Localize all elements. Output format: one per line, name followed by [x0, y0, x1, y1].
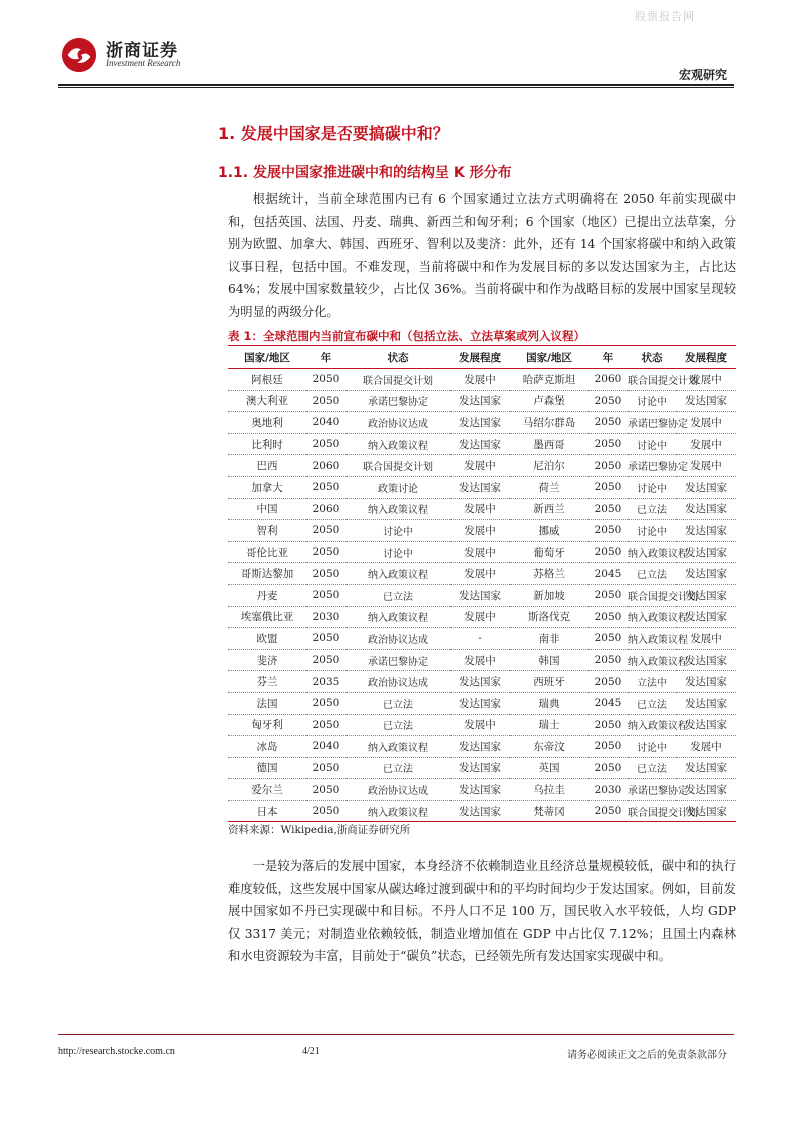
table-container — [228, 345, 736, 822]
company-logo — [60, 34, 190, 76]
table-cell: 纳入政策议程 — [628, 714, 676, 736]
table-cell: 政策讨论 — [346, 476, 450, 498]
table-cell: 瑞典 — [510, 692, 588, 714]
table-cell: 发达国家 — [450, 736, 510, 758]
table-header-cell: 年 — [306, 346, 346, 369]
table-row — [228, 390, 736, 412]
table-source: 资料来源：Wikipedia,浙商证券研究所 — [228, 824, 411, 836]
table-cell: 发展中 — [450, 563, 510, 585]
table-cell: 讨论中 — [346, 541, 450, 563]
table-cell: 发达国家 — [450, 800, 510, 822]
table-cell: 发达国家 — [676, 563, 736, 585]
table-header-cell: 国家/地区 — [228, 346, 306, 369]
logo-en-text: Investment Research — [106, 58, 181, 68]
table-row — [228, 563, 736, 585]
table-cell: 纳入政策议程 — [346, 498, 450, 520]
table-cell: 2050 — [588, 412, 628, 434]
table-cell: 2050 — [588, 476, 628, 498]
table-cell: 发达国家 — [450, 412, 510, 434]
table-cell: 发达国家 — [676, 498, 736, 520]
table-cell: 纳入政策议程 — [346, 736, 450, 758]
table-cell: 联合国提交计划 — [628, 369, 676, 391]
table-cell: 新西兰 — [510, 498, 588, 520]
table-cell: 承诺巴黎协定 — [628, 779, 676, 801]
table-cell: 2060 — [306, 455, 346, 477]
footer-divider — [58, 1034, 734, 1035]
table-cell: 冰岛 — [228, 736, 306, 758]
table-cell: 乌拉圭 — [510, 779, 588, 801]
table-cell: 马绍尔群岛 — [510, 412, 588, 434]
table-cell: 澳大利亚 — [228, 390, 306, 412]
table-cell: 韩国 — [510, 649, 588, 671]
table-row — [228, 736, 736, 758]
table-cell: 政治协议达成 — [346, 412, 450, 434]
table-cell: 葡萄牙 — [510, 541, 588, 563]
table-cell: 2050 — [588, 714, 628, 736]
table-cell: 2050 — [588, 433, 628, 455]
table-cell: 巴西 — [228, 455, 306, 477]
header-divider — [58, 84, 734, 86]
table-cell: 发展中 — [450, 541, 510, 563]
table-cell: 阿根廷 — [228, 369, 306, 391]
table-cell: 已立法 — [346, 757, 450, 779]
table-row — [228, 671, 736, 693]
table-cell: 2050 — [588, 390, 628, 412]
table-cell: 纳入政策议程 — [346, 563, 450, 585]
table-cell: 2030 — [588, 779, 628, 801]
table-cell: 已立法 — [346, 584, 450, 606]
table-cell: 2050 — [306, 757, 346, 779]
table-cell: 2050 — [306, 520, 346, 542]
table-row — [228, 584, 736, 606]
table-cell: 发展中 — [450, 520, 510, 542]
table-cell: 哈萨克斯坦 — [510, 369, 588, 391]
heading-2: 1.1. 发展中国家推进碳中和的结构呈 K 形分布 — [218, 165, 512, 181]
table-header-cell: 状态 — [346, 346, 450, 369]
table-cell: 2050 — [306, 476, 346, 498]
table-cell: 丹麦 — [228, 584, 306, 606]
table-cell: 纳入政策议程 — [628, 649, 676, 671]
table-cell: 哥伦比亚 — [228, 541, 306, 563]
table-cell: 发达国家 — [676, 584, 736, 606]
table-row — [228, 520, 736, 542]
section-label: 宏观研究 — [678, 68, 727, 82]
table-cell: 英国 — [510, 757, 588, 779]
table-cell: 发达国家 — [676, 671, 736, 693]
table-cell: 发展中 — [450, 606, 510, 628]
table-cell: 发展中 — [676, 628, 736, 650]
table-cell: 卢森堡 — [510, 390, 588, 412]
table-cell: 发达国家 — [676, 714, 736, 736]
table-cell: 发达国家 — [450, 390, 510, 412]
table-cell: 纳入政策议程 — [628, 606, 676, 628]
table-row — [228, 757, 736, 779]
table-cell: 发达国家 — [450, 692, 510, 714]
table-cell: 讨论中 — [628, 476, 676, 498]
table-row — [228, 628, 736, 650]
table-header-cell: 国家/地区 — [510, 346, 588, 369]
table-cell: 2050 — [588, 606, 628, 628]
table-cell: 梵蒂冈 — [510, 800, 588, 822]
table-cell: 发展中 — [450, 455, 510, 477]
table-cell: 比利时 — [228, 433, 306, 455]
table-cell: 2040 — [306, 412, 346, 434]
table-cell: 发展中 — [450, 649, 510, 671]
table-cell: 2045 — [588, 692, 628, 714]
table-cell: 2050 — [588, 498, 628, 520]
table-cell: 斯洛伐克 — [510, 606, 588, 628]
table-cell: 2030 — [306, 606, 346, 628]
table-cell: 2050 — [588, 628, 628, 650]
table-cell: 已立法 — [628, 757, 676, 779]
table-header-cell: 发展程度 — [676, 346, 736, 369]
table-cell: 立法中 — [628, 671, 676, 693]
footer-url[interactable]: http://research.stocke.com.cn — [58, 1046, 175, 1057]
table-row — [228, 779, 736, 801]
table-cell: 2050 — [588, 455, 628, 477]
table-cell: 挪威 — [510, 520, 588, 542]
table-cell: 2050 — [588, 757, 628, 779]
table-cell: 加拿大 — [228, 476, 306, 498]
table-cell: 发达国家 — [676, 757, 736, 779]
table-cell: 南非 — [510, 628, 588, 650]
table-cell: 2050 — [588, 671, 628, 693]
page-number: 4/21 — [302, 1046, 320, 1057]
table-cell: 发展中 — [676, 433, 736, 455]
table-cell: 承诺巴黎协定 — [628, 455, 676, 477]
table-cell: 2050 — [306, 800, 346, 822]
table-cell: 承诺巴黎协定 — [346, 390, 450, 412]
table-cell: 法国 — [228, 692, 306, 714]
table-cell: 发达国家 — [676, 541, 736, 563]
table-cell: 发达国家 — [450, 584, 510, 606]
table-cell: 2050 — [588, 584, 628, 606]
table-cell: 2060 — [588, 369, 628, 391]
table-cell: 讨论中 — [346, 520, 450, 542]
heading-1: 1. 发展中国家是否要搞碳中和？ — [218, 124, 449, 143]
table-cell: 爱尔兰 — [228, 779, 306, 801]
table-cell: 发展中 — [676, 455, 736, 477]
table-header-cell: 发展程度 — [450, 346, 510, 369]
table-header-row — [228, 346, 736, 369]
table-cell: 发达国家 — [450, 671, 510, 693]
table-cell: 发达国家 — [450, 779, 510, 801]
table-cell: 2035 — [306, 671, 346, 693]
table-cell: 纳入政策议程 — [346, 433, 450, 455]
table-cell: 发展中 — [450, 714, 510, 736]
table-cell: 讨论中 — [628, 390, 676, 412]
table-cell: 2050 — [306, 714, 346, 736]
table-cell: 芬兰 — [228, 671, 306, 693]
table-header-cell: 年 — [588, 346, 628, 369]
table-cell: 2050 — [306, 779, 346, 801]
table-row — [228, 800, 736, 822]
table-cell: 新加坡 — [510, 584, 588, 606]
table-cell: 2050 — [306, 692, 346, 714]
table-cell: 发达国家 — [676, 800, 736, 822]
table-cell: 2050 — [306, 563, 346, 585]
table-cell: 讨论中 — [628, 736, 676, 758]
logo-icon — [60, 36, 98, 74]
table-cell: 2050 — [588, 541, 628, 563]
table-cell: 2050 — [306, 369, 346, 391]
table-cell: 瑞士 — [510, 714, 588, 736]
table-cell: 发达国家 — [676, 779, 736, 801]
table-cell: 2050 — [588, 520, 628, 542]
table-cell: 发达国家 — [676, 520, 736, 542]
table-cell: 2050 — [306, 390, 346, 412]
table-cell: 承诺巴黎协定 — [628, 412, 676, 434]
table-cell: 2050 — [306, 628, 346, 650]
table-cell: 发展中 — [676, 736, 736, 758]
table-cell: 纳入政策议程 — [346, 606, 450, 628]
table-cell: 德国 — [228, 757, 306, 779]
table-cell: 讨论中 — [628, 433, 676, 455]
table-cell: 承诺巴黎协定 — [346, 649, 450, 671]
carbon-neutral-table — [228, 345, 736, 822]
table-cell: 政治协议达成 — [346, 628, 450, 650]
table-cell: 斐济 — [228, 649, 306, 671]
table-cell: 2050 — [588, 800, 628, 822]
table-cell: 政治协议达成 — [346, 779, 450, 801]
table-cell: 已立法 — [628, 498, 676, 520]
table-cell: 纳入政策议程 — [628, 541, 676, 563]
table-cell: 2050 — [306, 584, 346, 606]
table-cell: 2050 — [588, 736, 628, 758]
table-row — [228, 455, 736, 477]
table-row — [228, 498, 736, 520]
logo-cn-text: 浙商证券 — [106, 41, 178, 61]
table-cell: 东帝汶 — [510, 736, 588, 758]
table-cell: 联合国提交计划 — [628, 800, 676, 822]
table-cell: 纳入政策议程 — [628, 628, 676, 650]
table-cell: 哥斯达黎加 — [228, 563, 306, 585]
table-cell: 发展中 — [450, 369, 510, 391]
table-row — [228, 649, 736, 671]
table-cell: 政治协议达成 — [346, 671, 450, 693]
table-cell: 西班牙 — [510, 671, 588, 693]
table-row — [228, 541, 736, 563]
table-cell: 中国 — [228, 498, 306, 520]
paragraph-2 — [228, 855, 736, 968]
table-cell: 埃塞俄比亚 — [228, 606, 306, 628]
paragraph-1 — [228, 188, 736, 324]
table-cell: 墨西哥 — [510, 433, 588, 455]
table-cell: 尼泊尔 — [510, 455, 588, 477]
table-body — [228, 369, 736, 822]
table-row — [228, 692, 736, 714]
table-cell: - — [450, 628, 510, 650]
table-row — [228, 433, 736, 455]
table-cell: 日本 — [228, 800, 306, 822]
table-cell: 发达国家 — [450, 433, 510, 455]
table-row — [228, 476, 736, 498]
table-cell: 奥地利 — [228, 412, 306, 434]
table-cell: 发达国家 — [676, 649, 736, 671]
table-cell: 发展中 — [676, 412, 736, 434]
table-cell: 发达国家 — [676, 606, 736, 628]
table-cell: 2050 — [306, 541, 346, 563]
table-cell: 2045 — [588, 563, 628, 585]
table-cell: 2060 — [306, 498, 346, 520]
table-cell: 已立法 — [628, 563, 676, 585]
table-cell: 联合国提交计划 — [628, 584, 676, 606]
table-cell: 发达国家 — [450, 757, 510, 779]
table-cell: 发达国家 — [676, 692, 736, 714]
table-row — [228, 369, 736, 391]
table-cell: 欧盟 — [228, 628, 306, 650]
table-cell: 纳入政策议程 — [346, 800, 450, 822]
table-cell: 发达国家 — [676, 476, 736, 498]
table-cell: 讨论中 — [628, 520, 676, 542]
table-cell: 匈牙利 — [228, 714, 306, 736]
table-row — [228, 606, 736, 628]
table-cell: 智利 — [228, 520, 306, 542]
table-cell: 荷兰 — [510, 476, 588, 498]
table-cell: 发达国家 — [676, 390, 736, 412]
table-row — [228, 714, 736, 736]
paragraph-1-text: 根据统计，当前全球范围内已有 6 个国家通过立法方式明确将在 2050 年前实现碳中和，包括英国、法国、丹麦、瑞典、新西兰和匈牙利；6 个国家（地区）已提出立法草案，分别为欧盟、加拿大、韩国、西班牙、智利以及斐济：此外，还有 14 个国家将碳中和纳入政策议事日程，包括中国。不难发现，当前将碳中和作为发展目标的多以发达国家为主，占比达 64%；发展中国家数量较少，占比仅 36%。当前将碳中和作为战略目标的发展中国家呈现较为明显的两级分化。 — [228, 192, 736, 319]
table-cell: 2050 — [306, 433, 346, 455]
table-cell: 2050 — [306, 649, 346, 671]
footer-disclaimer: 请务必阅读正文之后的免责条款部分 — [567, 1050, 727, 1061]
table-cell: 2050 — [588, 649, 628, 671]
table-cell: 发达国家 — [450, 476, 510, 498]
table-cell: 已立法 — [346, 692, 450, 714]
table-cell: 已立法 — [628, 692, 676, 714]
header-divider-thin — [58, 87, 734, 88]
table-cell: 发展中 — [450, 498, 510, 520]
table-cell: 苏格兰 — [510, 563, 588, 585]
table-row — [228, 412, 736, 434]
watermark: 股票报告网 — [635, 10, 695, 23]
table-cell: 发展中 — [676, 369, 736, 391]
table-header-cell: 状态 — [628, 346, 676, 369]
table-cell: 2040 — [306, 736, 346, 758]
table-cell: 联合国提交计划 — [346, 369, 450, 391]
table-title: 表 1：全球范围内当前宣布碳中和（包括立法、立法草案或列入议程） — [228, 329, 586, 343]
paragraph-2-text: 一是较为落后的发展中国家，本身经济不依赖制造业且经济总量规模较低，碳中和的执行难度较低，这些发展中国家从碳达峰过渡到碳中和的平均时间均少于发达国家。例如，目前发展中国家如不丹已实现碳中和目标。不丹人口不足 100 万，国民收入水平较低，人均 GDP 仅 3317 美元；对制造业依赖较低，制造业增加值在 GDP 中占比仅 7.12%；且国土内森林和水电资源较为丰富，目前处于“碳负”状态，已经领先所有发达国家实现碳中和。 — [228, 859, 736, 964]
table-cell: 已立法 — [346, 714, 450, 736]
table-cell: 联合国提交计划 — [346, 455, 450, 477]
